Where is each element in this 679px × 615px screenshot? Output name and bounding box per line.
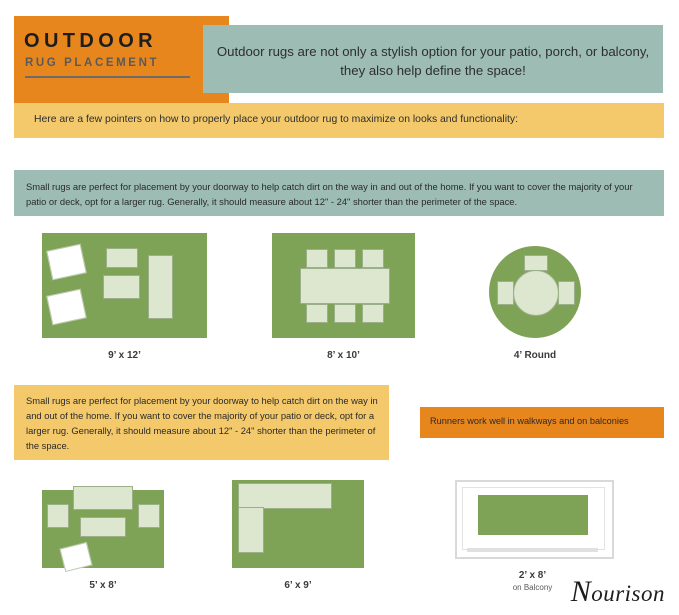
page-title: OUTDOOR: [24, 30, 158, 52]
brand-logo: [571, 575, 665, 609]
rug-label-9x12: 9’ x 12’: [108, 350, 141, 361]
brand-initial: N: [570, 575, 592, 608]
brand-name: ourison: [591, 581, 665, 606]
rug-sublabel-2x8: on Balcony: [512, 583, 553, 592]
dining-table-icon: [300, 268, 390, 304]
dining-chair-icon: [362, 249, 384, 268]
round-table-icon: [513, 270, 559, 316]
coffee-table-icon: [103, 275, 140, 299]
runner-banner-text: Runners work well in walkways and on balconies: [430, 416, 629, 426]
sectional-sofa-icon: [238, 507, 264, 553]
dining-chair-icon: [362, 304, 384, 323]
sofa-icon: [148, 255, 173, 319]
round-chair-icon: [558, 281, 575, 305]
round-chair-icon: [497, 281, 514, 305]
rug-label-2x8: 2’ x 8’: [518, 570, 547, 581]
rug-label-6x9: 6’ x 9’: [284, 580, 312, 591]
header-yellow-text: Here are a few pointers on how to properly place your outdoor rug to maximize on looks and functionality:: [34, 114, 519, 125]
round-chair-icon: [524, 255, 548, 271]
header-teal-text: Outdoor rugs are not only a stylish option for your patio, porch, or balcony, they also help define the space!: [216, 44, 650, 78]
title-divider: [25, 76, 190, 78]
rug-label-8x10: 8’ x 10’: [327, 350, 360, 361]
sofa-icon: [73, 486, 133, 510]
sectional-sofa-icon: [238, 483, 332, 509]
dining-chair-icon: [334, 304, 356, 323]
rug-label-5x8: 5’ x 8’: [89, 580, 117, 591]
armchair-icon: [138, 504, 160, 528]
dining-chair-icon: [334, 249, 356, 268]
dining-chair-icon: [306, 249, 328, 268]
rug-label-4-round: 4’ Round: [513, 350, 557, 361]
rug-2x8-runner: [478, 495, 588, 535]
section1-banner-text: Small rugs are perfect for placement by your doorway to help catch dirt on the way in and out of the home. If you want to cover the majority of your patio or deck, opt for a larger rug. Generally, it should measure about 12" - 24" shorter than the perimeter of the space.: [26, 181, 633, 207]
section2-banner-text: Small rugs are perfect for placement by your doorway to help catch dirt on the way in and out of the home. If you want to cover the majority of your patio or deck, opt for a larger rug. Generally, it should measure about 12" - 24" shorter than the perimeter of the space.: [26, 395, 378, 451]
balcony-railing: [467, 548, 598, 552]
armchair-icon: [47, 504, 69, 528]
page-subtitle: RUG PLACEMENT: [25, 57, 160, 69]
coffee-table-icon: [80, 517, 126, 537]
dining-chair-icon: [306, 304, 328, 323]
side-table-icon: [106, 248, 138, 268]
